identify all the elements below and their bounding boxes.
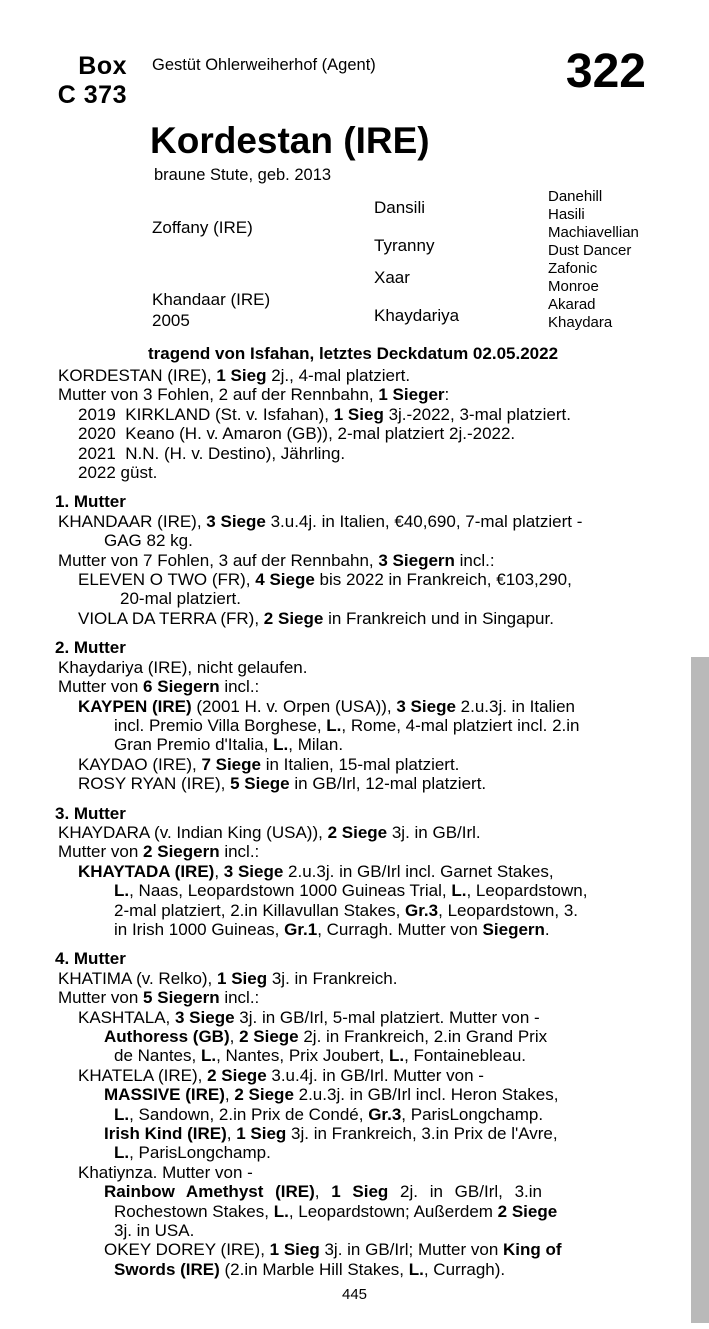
text-segment: 2.u.3j. in GB/Irl incl. Garnet Stakes,: [283, 861, 554, 881]
section-heading: 4. Mutter: [55, 949, 126, 969]
text-segment: , Sandown, 2.in Prix de Condé,: [129, 1104, 369, 1124]
pedigree-dam: [152, 289, 270, 331]
text-segment: ,: [314, 1182, 332, 1202]
section-heading: 3. Mutter: [55, 803, 126, 823]
text-segment-bold: Gr.1: [284, 919, 318, 939]
text-segment-bold: L.: [114, 881, 130, 901]
text-segment-bold: Gr.3: [368, 1104, 402, 1124]
text-segment: Gran Premio d'Italia,: [114, 735, 274, 755]
text-segment-bold: Gr.3: [405, 900, 439, 920]
text-segment-bold: L.: [326, 715, 342, 735]
text-segment: , Leopardstown; Außerdem: [288, 1201, 498, 1221]
text-line: [30, 677, 676, 696]
text-section: [30, 804, 676, 940]
text-segment: Mutter von 7 Fohlen, 3 auf der Rennbahn,: [58, 550, 379, 570]
text-segment: incl.:: [219, 677, 260, 697]
text-segment-bold: MASSIVE (IRE): [104, 1085, 225, 1105]
text-segment: 3j. in Frankreich.: [267, 968, 398, 988]
text-segment-bold: 3 Siege: [175, 1007, 235, 1027]
text-segment: KHATELA (IRE),: [78, 1065, 208, 1085]
text-line: [30, 366, 676, 385]
text-segment: 2020 Keano (H. v. Amaron (GB)), 2-mal platziert 2j.-2022.: [78, 424, 516, 444]
text-section: [30, 492, 676, 628]
text-segment-bold: 2 Siege: [239, 1027, 299, 1046]
text-segment: Khatiynza. Mutter von -: [78, 1162, 253, 1182]
text-segment: .: [544, 919, 550, 939]
pedigree-gen3-name: Monroe: [548, 278, 599, 295]
text-segment: , Fontainebleau.: [404, 1046, 526, 1066]
text-segment: in Frankreich und in Singapur.: [323, 608, 554, 628]
box-label: [38, 52, 127, 110]
text-line: [30, 658, 676, 677]
text-segment: 3j. in USA.: [114, 1221, 195, 1241]
text-segment: in GB/Irl, 12-mal platziert.: [289, 774, 487, 794]
box-number: C 373: [57, 81, 127, 109]
text-segment: ,: [224, 1085, 235, 1105]
text-segment: incl.:: [219, 988, 260, 1008]
text-segment: KHAYDARA (v. Indian King (USA)),: [58, 822, 328, 842]
text-segment-bold: L.: [408, 1259, 424, 1279]
text-segment-bold: 1 Sieg: [216, 366, 267, 385]
text-line: [30, 1124, 676, 1143]
text-segment: Mutter von 3 Fohlen, 2 auf der Rennbahn,: [58, 385, 379, 405]
text-segment-bold: L.: [273, 1201, 289, 1221]
text-segment: , ParisLongchamp.: [401, 1104, 544, 1124]
text-segment-bold: 5 Siegern: [143, 988, 220, 1008]
pedigree-sire-sire: Dansili: [374, 198, 426, 217]
text-segment: 2j. in Frankreich, 2.in Grand Prix: [298, 1027, 548, 1046]
text-segment: 3.u.4j. in Italien, €40,690, 7-mal platziert -: [265, 511, 583, 531]
text-segment: VIOLA DA TERRA (FR),: [78, 608, 264, 628]
text-segment: bis 2022 in Frankreich, €103,290,: [314, 570, 572, 590]
text-segment: ROSY RYAN (IRE),: [78, 774, 231, 794]
text-segment: (2.in Marble Hill Stakes,: [219, 1259, 409, 1279]
text-segment: OKEY DOREY (IRE),: [104, 1240, 270, 1260]
text-segment: 2019 KIRKLAND (St. v. Isfahan),: [78, 404, 334, 424]
text-segment: 3j. in GB/Irl, 5-mal platziert. Mutter von -: [234, 1007, 540, 1027]
text-segment-bold: L.: [273, 735, 289, 755]
text-line: [30, 1008, 676, 1027]
text-line: [30, 716, 676, 735]
text-segment-bold: 3 Siegern: [378, 550, 455, 570]
text-segment-bold: L.: [451, 881, 467, 901]
text-segment: , Curragh).: [423, 1259, 506, 1279]
text-segment: incl. Premio Villa Borghese,: [114, 715, 327, 735]
text-segment: 3j.-2022, 3-mal platziert.: [383, 404, 571, 424]
text-line: [30, 969, 676, 988]
text-segment: 3j. in GB/Irl.: [387, 822, 481, 842]
text-line: [30, 551, 676, 570]
text-segment: GAG 82 kg.: [104, 531, 193, 551]
text-line: [30, 1260, 676, 1279]
text-segment: de Nantes,: [114, 1046, 201, 1066]
text-line: [30, 424, 676, 443]
text-line: [30, 862, 676, 881]
text-line: [30, 755, 676, 774]
text-line: [30, 405, 676, 424]
text-segment: 2021 N.N. (H. v. Destino), Jährling.: [78, 443, 346, 463]
text-segment: , ParisLongchamp.: [129, 1143, 271, 1163]
text-line: [30, 1066, 676, 1085]
text-segment-bold: 1 Sieg: [333, 404, 384, 424]
horse-details: braune Stute, geb. 2013: [154, 166, 332, 184]
text-line: [30, 609, 676, 628]
text-segment: , Milan.: [288, 735, 344, 755]
pedigree-dam-sire: Xaar: [374, 268, 410, 287]
text-line: [30, 1143, 676, 1162]
text-segment: Mutter von: [58, 677, 144, 697]
text-segment-bold: L.: [200, 1046, 217, 1066]
text-segment-bold: 1 Sieger: [378, 385, 445, 405]
text-line: [30, 901, 676, 920]
text-segment: KORDESTAN (IRE),: [58, 366, 217, 385]
text-segment-bold: 3 Siege: [206, 511, 266, 531]
text-line: [30, 697, 676, 716]
text-segment: ,: [214, 861, 224, 881]
text-segment-bold: Siegern: [482, 919, 545, 939]
text-segment-bold: Authoress (GB): [104, 1027, 230, 1046]
text-segment: 2.u.3j. in Italien: [455, 696, 575, 716]
page-edge-tab: [691, 657, 709, 1323]
text-segment: 2.u.3j. in GB/Irl incl. Heron Stakes,: [293, 1085, 559, 1105]
text-segment: ,: [229, 1027, 240, 1046]
text-line: [30, 385, 676, 404]
pedigree-gen3-name: Akarad: [548, 296, 596, 313]
text-segment: 20-mal platziert.: [120, 589, 241, 609]
text-segment-bold: King of: [503, 1240, 562, 1260]
text-segment-bold: KAYPEN (IRE): [78, 696, 192, 716]
pedigree-gen3-name: Zafonic: [548, 260, 598, 277]
pedigree-generation3: [548, 188, 639, 332]
box-label-word: Box: [78, 52, 127, 80]
horse-name-title: Kordestan (IRE): [150, 120, 430, 161]
text-line: [30, 920, 676, 939]
text-segment: KASHTALA,: [78, 1007, 175, 1027]
text-segment: , Leopardstown,: [466, 881, 588, 901]
text-line: [30, 570, 676, 589]
text-segment: 3j. in GB/Irl; Mutter von: [319, 1240, 504, 1260]
lot-number: 322: [565, 45, 646, 98]
pedigree-gen3-name: Machiavellian: [548, 224, 639, 241]
pedigree-gen3-name: Danehill: [548, 188, 603, 205]
text-segment: 3.u.4j. in GB/Irl. Mutter von -: [266, 1065, 484, 1085]
text-section: [30, 638, 676, 793]
text-segment-bold: Irish Kind (IRE): [104, 1124, 227, 1144]
text-segment: KHANDAAR (IRE),: [58, 511, 207, 531]
text-line: [30, 1105, 676, 1124]
text-segment: in Irish 1000 Guineas,: [114, 919, 285, 939]
text-segment-bold: 4 Siege: [255, 570, 315, 590]
text-segment: KHATIMA (v. Relko),: [58, 968, 218, 988]
section-heading: 1. Mutter: [55, 492, 126, 512]
consignor-name: Gestüt Ohlerweiherhof (Agent): [152, 56, 376, 74]
text-line: [30, 512, 676, 531]
pedigree-dam-year: 2005: [152, 311, 190, 330]
text-line: [30, 1202, 676, 1221]
text-segment-bold: 5 Siege: [230, 774, 290, 794]
text-line: [30, 589, 676, 608]
text-line: [30, 774, 676, 793]
text-segment-bold: L.: [114, 1104, 130, 1124]
text-line: [30, 1027, 676, 1046]
text-segment: incl.:: [454, 550, 495, 570]
text-segment: , Naas, Leopardstown 1000 Guineas Trial,: [129, 881, 452, 901]
text-line: [30, 988, 676, 1007]
text-segment-bold: 1 Sieg: [269, 1240, 320, 1260]
text-line: [30, 1240, 676, 1259]
text-segment-bold: 3 Siege: [223, 861, 284, 881]
text-line: [30, 823, 676, 842]
text-segment: 3j. in Frankreich, 3.in Prix de l'Avre,: [286, 1124, 558, 1144]
section-heading: 2. Mutter: [55, 638, 126, 658]
text-segment: , Curragh. Mutter von: [317, 919, 483, 939]
text-section: [30, 366, 676, 482]
text-line: [30, 842, 676, 861]
text-segment: , Nantes, Prix Joubert,: [216, 1046, 389, 1066]
text-segment-bold: 2 Siegern: [143, 842, 220, 862]
text-segment: ELEVEN O TWO (FR),: [78, 570, 256, 590]
text-segment-bold: 6 Siegern: [143, 677, 220, 697]
text-segment: 2-mal platziert, 2.in Killavullan Stakes,: [114, 900, 406, 920]
text-line: [30, 1163, 676, 1182]
text-segment: Mutter von: [58, 842, 144, 862]
pedigree-sire: Zoffany (IRE): [152, 218, 253, 237]
text-line: [30, 1221, 676, 1240]
pedigree-dam-dam: Khaydariya: [374, 306, 460, 325]
text-segment: incl.:: [219, 842, 260, 862]
text-segment: , Rome, 4-mal platziert incl. 2.in: [341, 715, 580, 735]
text-line: [30, 735, 676, 754]
text-segment-bold: Rainbow Amethyst (IRE): [104, 1182, 315, 1202]
text-segment-bold: 2 Siege: [497, 1201, 558, 1221]
text-line: [30, 444, 676, 463]
text-segment: Rochestown Stakes,: [114, 1201, 274, 1221]
text-segment-bold: Swords (IRE): [114, 1259, 220, 1279]
text-segment: Mutter von: [58, 988, 144, 1008]
text-line: [30, 1085, 676, 1104]
pedigree-dam-name: Khandaar (IRE): [152, 290, 271, 309]
text-segment-bold: L.: [388, 1046, 405, 1066]
text-segment-bold: L.: [114, 1143, 130, 1163]
text-section: [30, 949, 676, 1279]
pedigree-gen3-name: Hasili: [548, 206, 585, 223]
text-line: [30, 1182, 676, 1201]
text-segment-bold: 1 Sieg: [331, 1182, 389, 1202]
text-segment-bold: 2 Siege: [207, 1065, 267, 1085]
text-segment: Khaydariya (IRE), nicht gelaufen.: [58, 657, 308, 677]
text-line: [30, 1046, 676, 1065]
text-segment: ,: [226, 1124, 237, 1144]
page-number: 445: [341, 1286, 368, 1303]
text-segment-bold: 7 Siege: [201, 754, 261, 774]
text-segment-bold: 2 Siege: [234, 1085, 294, 1105]
text-segment: 2j. in GB/Irl, 3.in: [388, 1182, 542, 1202]
covering-note: tragend von Isfahan, letztes Deckdatum 02.05.2022: [147, 344, 559, 363]
text-line: [30, 463, 676, 482]
pedigree-gen3-name: Dust Dancer: [548, 242, 632, 259]
text-segment: in Italien, 15-mal platziert.: [260, 754, 460, 774]
text-line: [30, 881, 676, 900]
text-segment: KAYDAO (IRE),: [78, 754, 202, 774]
text-segment: , Leopardstown, 3.: [438, 900, 578, 920]
text-segment-bold: 2 Siege: [263, 608, 324, 628]
text-segment: (2001 H. v. Orpen (USA)),: [191, 696, 397, 716]
text-segment: 2j., 4-mal platziert.: [266, 366, 411, 385]
text-segment-bold: KHAYTADA (IRE): [78, 861, 215, 881]
pedigree-gen3-name: Khaydara: [548, 314, 613, 331]
pedigree-text-body: [30, 366, 676, 1279]
text-segment: :: [444, 385, 450, 405]
text-segment-bold: 3 Siege: [396, 696, 456, 716]
pedigree-sire-dam: Tyranny: [374, 236, 435, 255]
text-segment: 2022 güst.: [78, 463, 158, 483]
text-line: [30, 531, 676, 550]
text-segment-bold: 1 Sieg: [217, 968, 268, 988]
text-segment-bold: 1 Sieg: [236, 1124, 287, 1144]
text-segment-bold: 2 Siege: [327, 822, 388, 842]
